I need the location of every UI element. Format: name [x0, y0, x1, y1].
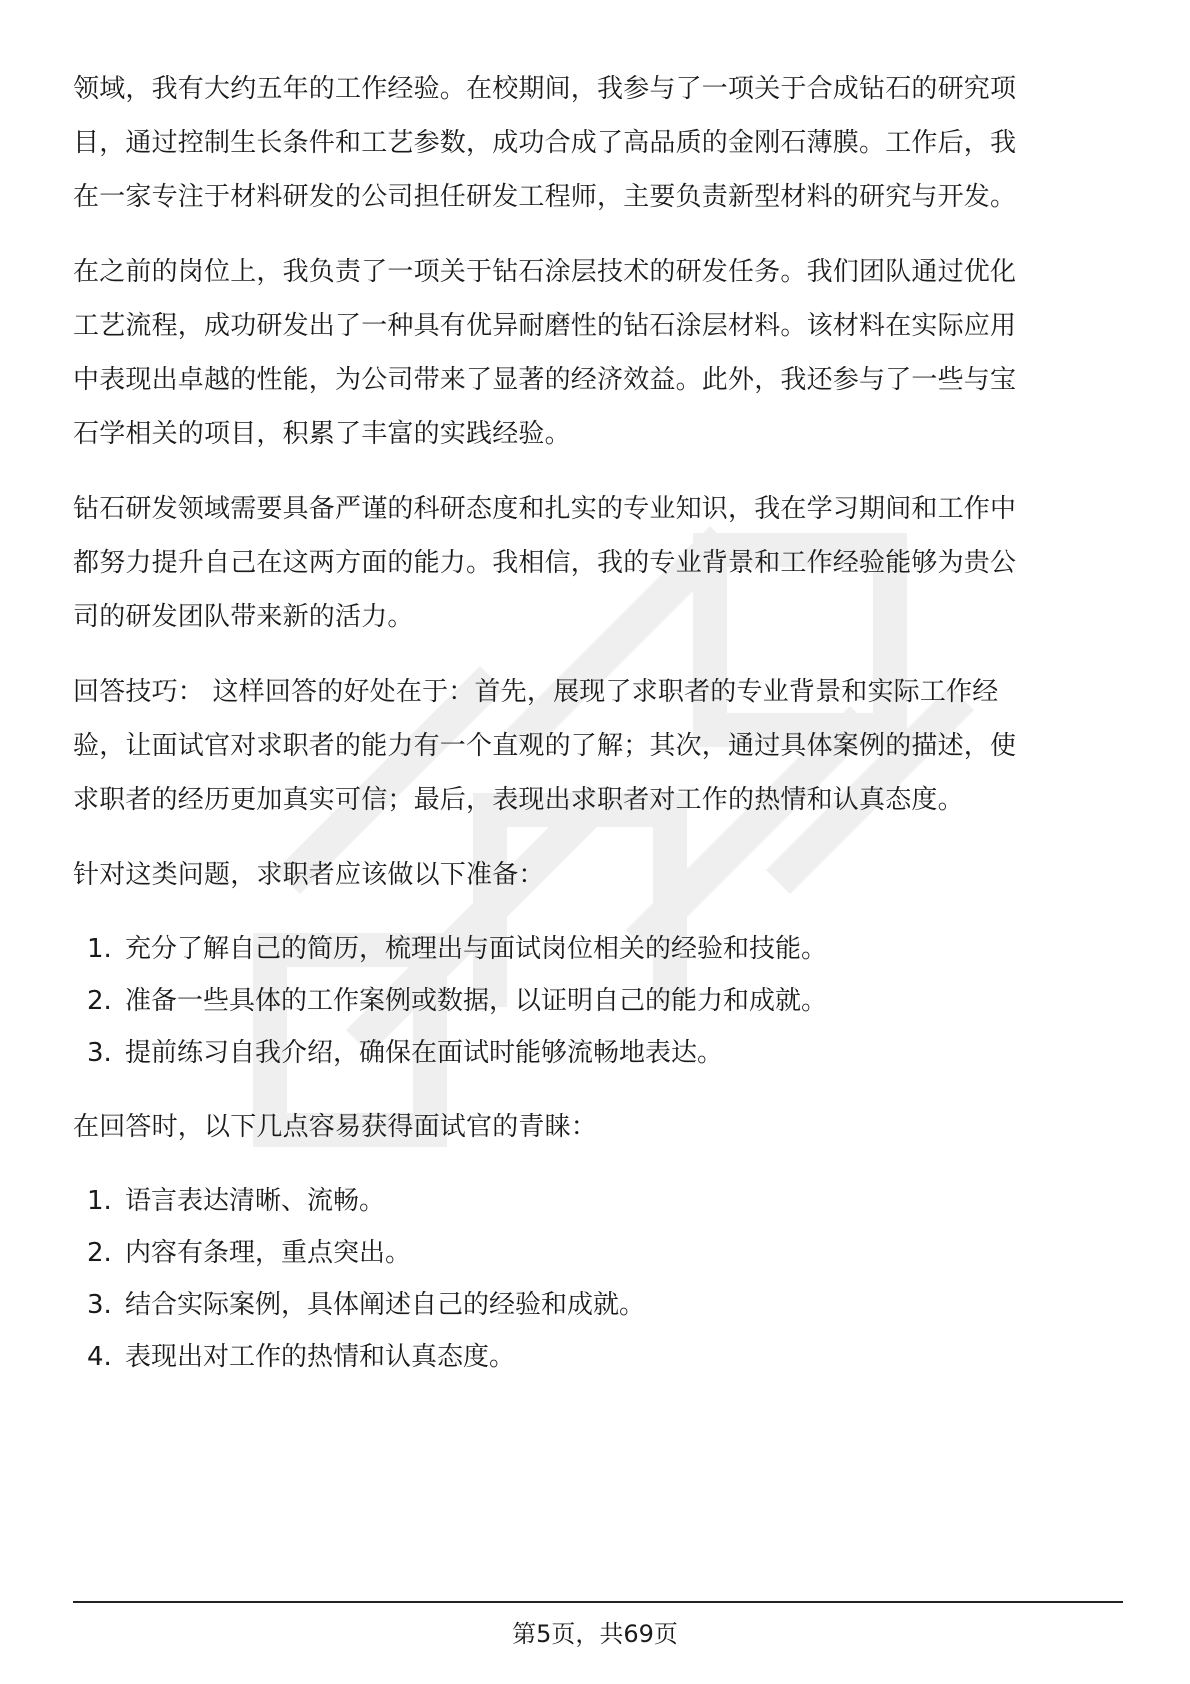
list-item	[73, 975, 1123, 1027]
prep-list	[73, 923, 1123, 1079]
text-line: 在一家专注于材料研发的公司担任研发工程师，主要负责新型材料的研究与开发。	[73, 182, 1017, 212]
list-item	[73, 1331, 1123, 1383]
text-line: 石学相关的项目，积累了丰富的实践经验。	[73, 419, 571, 449]
text-line: 回答技巧： 这样回答的好处在于：首先，展现了求职者的专业背景和实际工作经	[73, 677, 999, 707]
paragraph-previous-role	[73, 245, 1123, 461]
text-line: 中表现出卓越的性能，为公司带来了显著的经济效益。此外，我还参与了一些与宝	[73, 365, 1017, 395]
text-line: 司的研发团队带来新的活力。	[73, 602, 414, 632]
paragraph-tips-intro	[73, 1100, 1123, 1154]
text-line: 在回答时，以下几点容易获得面试官的青睐：	[73, 1112, 598, 1142]
list-number: 1.	[87, 934, 112, 964]
list-number: 1.	[87, 1186, 112, 1216]
text-line: 都努力提升自己在这两方面的能力。我相信，我的专业背景和工作经验能够为贵公	[73, 548, 1017, 578]
paragraph-prep-intro	[73, 848, 1123, 902]
list-item	[73, 1227, 1123, 1279]
tips-list	[73, 1175, 1123, 1383]
list-item	[73, 1175, 1123, 1227]
list-item-text: 表现出对工作的热情和认真态度。	[125, 1342, 516, 1372]
list-number: 3.	[87, 1290, 112, 1320]
paragraph-requirements	[73, 482, 1123, 644]
list-item-text: 语言表达清晰、流畅。	[125, 1186, 386, 1216]
list-item	[73, 923, 1123, 975]
list-item-text: 提前练习自我介绍，确保在面试时能够流畅地表达。	[125, 1038, 724, 1068]
paragraph-answer-tips	[73, 665, 1123, 827]
list-item-text: 结合实际案例，具体阐述自己的经验和成就。	[125, 1290, 646, 1320]
page-number: 第5页，共69页	[512, 1620, 678, 1648]
list-number: 2.	[87, 986, 112, 1016]
text-line: 目，通过控制生长条件和工艺参数，成功合成了高品质的金刚石薄膜。工作后，我	[73, 128, 1017, 158]
list-item-text: 准备一些具体的工作案例或数据，以证明自己的能力和成就。	[125, 986, 828, 1016]
main-content	[73, 62, 1123, 1404]
list-item	[73, 1027, 1123, 1079]
list-number: 2.	[87, 1238, 112, 1268]
footer-divider	[73, 1601, 1123, 1603]
list-item	[73, 1279, 1123, 1331]
list-item-text: 内容有条理，重点突出。	[125, 1238, 412, 1268]
text-line: 工艺流程，成功研发出了一种具有优异耐磨性的钻石涂层材料。该材料在实际应用	[73, 311, 1017, 341]
text-line: 求职者的经历更加真实可信；最后，表现出求职者对工作的热情和认真态度。	[73, 785, 964, 815]
list-item-text: 充分了解自己的简历，梳理出与面试岗位相关的经验和技能。	[125, 934, 828, 964]
list-number: 3.	[87, 1038, 112, 1068]
list-number: 4.	[87, 1342, 112, 1372]
text-line: 领域，我有大约五年的工作经验。在校期间，我参与了一项关于合成钻石的研究项	[73, 74, 1017, 104]
text-line: 针对这类问题，求职者应该做以下准备：	[73, 860, 545, 890]
paragraph-experience	[73, 62, 1123, 224]
text-line: 钻石研发领域需要具备严谨的科研态度和扎实的专业知识，我在学习期间和工作中	[73, 494, 1017, 524]
text-line: 在之前的岗位上，我负责了一项关于钻石涂层技术的研发任务。我们团队通过优化	[73, 257, 1017, 287]
text-line: 验，让面试官对求职者的能力有一个直观的了解；其次，通过具体案例的描述，使	[73, 731, 1017, 761]
